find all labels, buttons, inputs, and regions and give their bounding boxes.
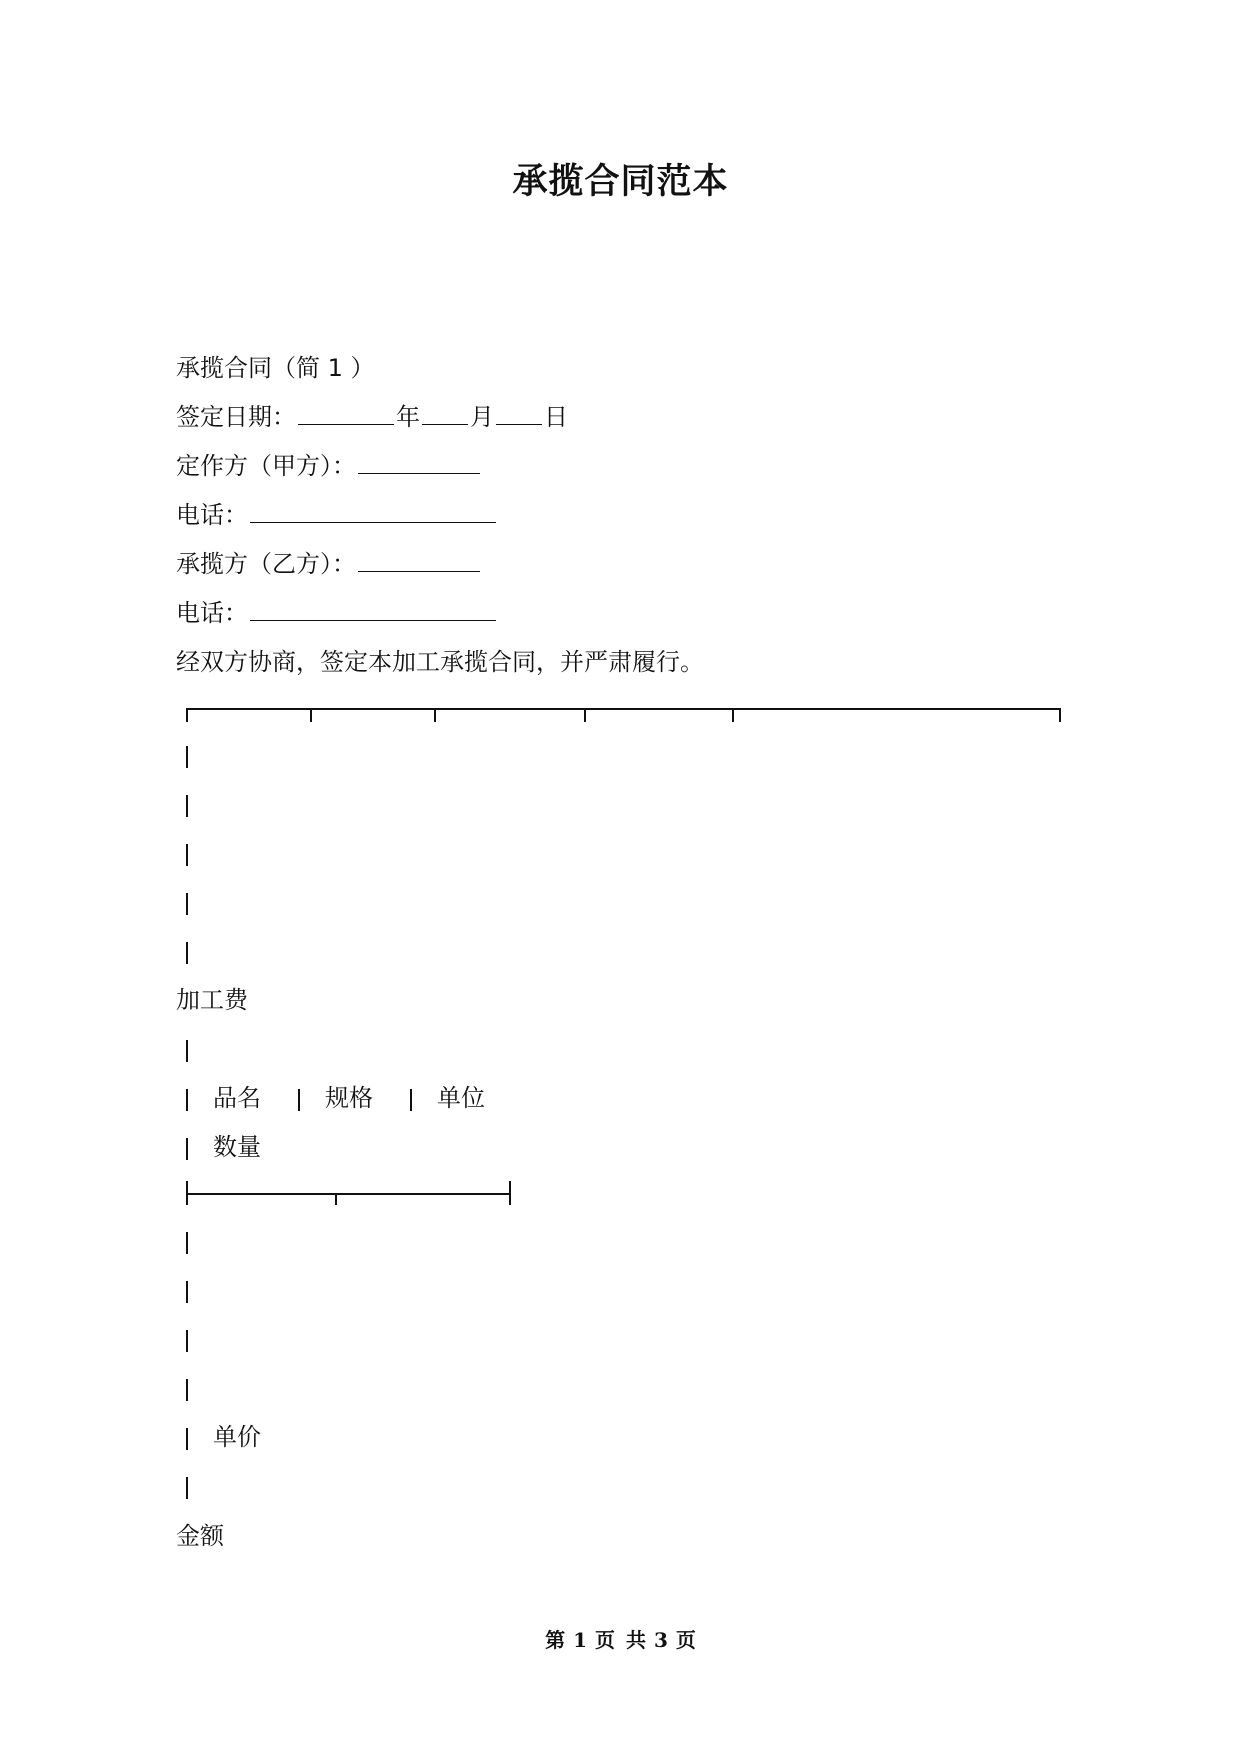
party-a-label: 定作方（甲方）： xyxy=(176,452,356,480)
table-left-border xyxy=(186,844,188,866)
table-middle-tick xyxy=(509,1181,511,1205)
phone-a-line xyxy=(176,499,498,531)
table-column-divider xyxy=(298,1089,300,1111)
month-blank[interactable] xyxy=(422,402,468,425)
month-label: 月 xyxy=(470,403,494,431)
footer-total-pages: 3 xyxy=(653,1628,668,1652)
party-a-blank[interactable] xyxy=(358,451,480,474)
day-label: 日 xyxy=(544,403,568,431)
party-b-label: 承揽方（乙方）： xyxy=(176,550,356,578)
table-left-border xyxy=(186,1232,188,1254)
table-left-border xyxy=(186,1428,188,1450)
column-header-unit-price: 单价 xyxy=(213,1423,261,1451)
year-label: 年 xyxy=(396,403,420,431)
table-left-border xyxy=(186,1138,188,1160)
footer-prefix: 第 xyxy=(545,1628,566,1652)
page-title: 承揽合同范本 xyxy=(512,162,729,202)
table-left-border xyxy=(186,1040,188,1062)
column-header-quantity: 数量 xyxy=(213,1133,261,1161)
table-middle-tick xyxy=(335,1193,337,1205)
sign-date-label: 签定日期： xyxy=(176,403,296,431)
phone-b-label: 电话： xyxy=(176,599,248,627)
table-left-border xyxy=(186,1330,188,1352)
party-b-blank[interactable] xyxy=(358,549,480,572)
table-top-tick xyxy=(732,708,734,722)
table-left-border xyxy=(186,1281,188,1303)
table-top-tick xyxy=(186,708,188,722)
phone-a-blank[interactable] xyxy=(250,500,496,523)
column-header-name: 品名 xyxy=(213,1084,261,1112)
table-middle-tick xyxy=(186,1181,188,1205)
table-left-border xyxy=(186,1379,188,1401)
table-left-border xyxy=(186,795,188,817)
table-left-border xyxy=(186,1089,188,1111)
table-top-border xyxy=(186,708,1061,710)
table-left-border xyxy=(186,893,188,915)
table-top-tick xyxy=(310,708,312,722)
amount-label: 金额 xyxy=(176,1522,224,1550)
table-top-tick xyxy=(1059,708,1061,722)
year-blank[interactable] xyxy=(298,402,394,425)
footer-page-number: 1 xyxy=(573,1628,588,1652)
phone-b-blank[interactable] xyxy=(250,598,496,621)
page-footer xyxy=(0,1626,1241,1654)
phone-a-label: 电话： xyxy=(176,501,248,529)
table-left-border xyxy=(186,746,188,768)
table-column-divider xyxy=(410,1089,412,1111)
party-b-line xyxy=(176,548,482,580)
table-top-tick xyxy=(434,708,436,722)
column-header-unit: 单位 xyxy=(437,1084,485,1112)
table-left-border xyxy=(186,1477,188,1499)
table-left-border xyxy=(186,942,188,964)
column-header-spec: 规格 xyxy=(325,1084,373,1112)
party-a-line xyxy=(176,450,482,482)
footer-middle: 页 共 xyxy=(595,1628,646,1652)
sign-date-line xyxy=(176,401,568,433)
table-middle-border xyxy=(186,1193,511,1195)
phone-b-line xyxy=(176,597,498,629)
table-top-tick xyxy=(584,708,586,722)
agreement-text: 经双方协商，签定本加工承揽合同，并严肃履行。 xyxy=(176,648,704,676)
contract-subtitle: 承揽合同（简 1 ） xyxy=(176,354,375,382)
day-blank[interactable] xyxy=(496,402,542,425)
processing-fee-label: 加工费 xyxy=(176,986,248,1014)
footer-suffix: 页 xyxy=(675,1628,696,1652)
